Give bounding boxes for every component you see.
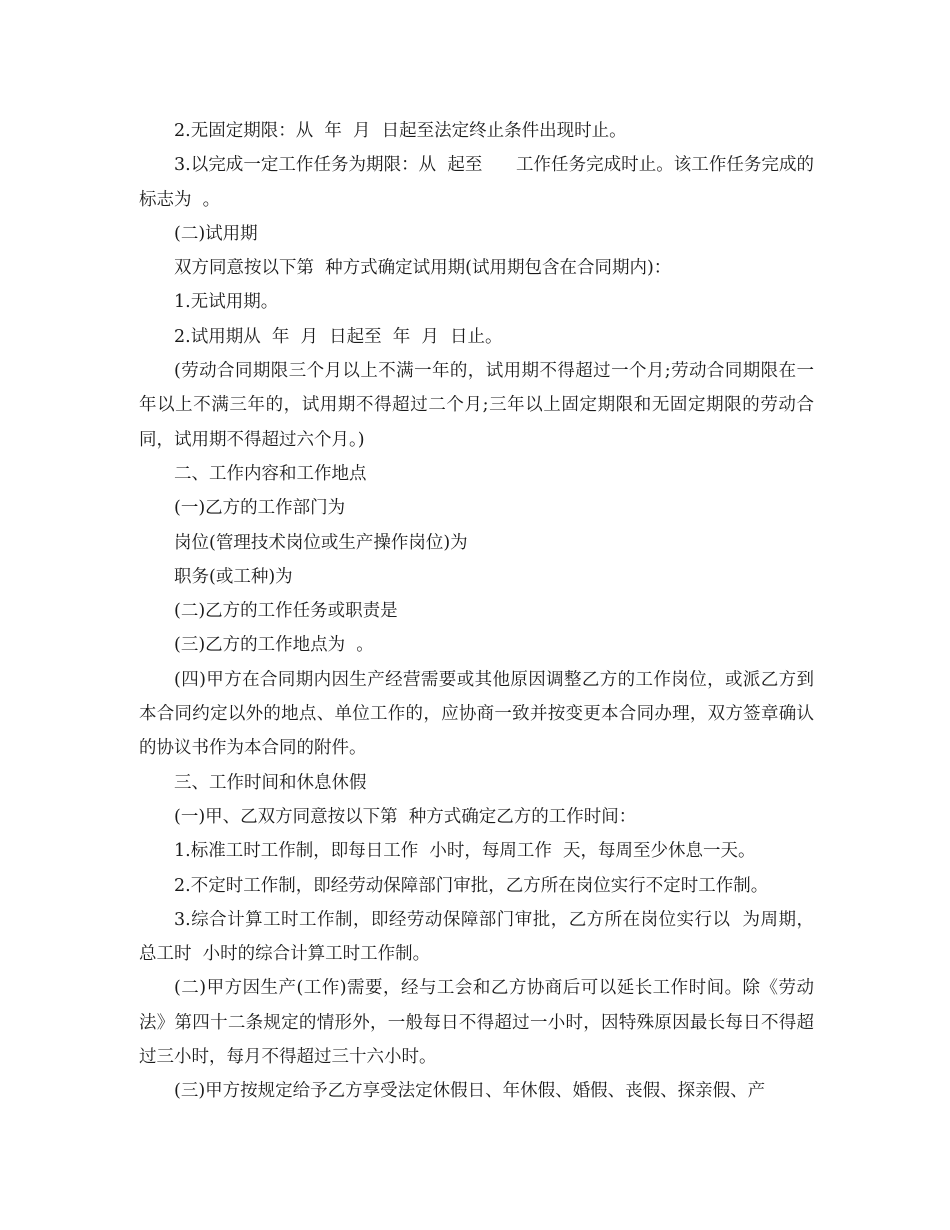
paragraph-department: (一)乙方的工作部门为: [174, 498, 346, 519]
paragraph-holidays: (三)甲方按规定给予乙方享受法定休假日、年休假、婚假、丧假、探亲假、产: [174, 1081, 766, 1102]
paragraph-hours-choice: (一)甲、乙双方同意按以下第 种方式确定乙方的工作时间：: [174, 806, 637, 827]
document-body: [139, 114, 814, 1109]
paragraph-standard-hours: 1.标准工时工作制，即每日工作 小时，每周工作 天，每周至少休息一天。: [174, 841, 756, 862]
paragraph-no-probation: 1.无试用期。: [174, 292, 279, 313]
paragraph-term-task: 3.以完成一定工作任务为期限：从 起至 工作任务完成时止。该工作任务完成的标志为 。: [139, 155, 814, 210]
paragraph-comprehensive-hours: 3.综合计算工时工作制，即经劳动保障部门审批，乙方所在岗位实行以 为周期，总工时 小时的综合计算工时工作制。: [139, 909, 814, 965]
paragraph-work-location: (三)乙方的工作地点为 。: [174, 635, 374, 656]
paragraph-term-no-fixed: 2.无固定期限：从 年 月 日起至法定终止条件出现时止。: [174, 121, 627, 141]
section-heading-work-content: 二、工作内容和工作地点: [174, 463, 367, 484]
section-heading-work-hours: 三、工作时间和休息休假: [174, 772, 367, 793]
paragraph-job-title: 职务(或工种)为: [174, 566, 293, 587]
paragraph-position: 岗位(管理技术岗位或生产操作岗位)为: [174, 532, 468, 553]
paragraph-duties: (二)乙方的工作任务或职责是: [174, 601, 398, 622]
section-heading-probation: (二)试用期: [174, 223, 258, 244]
paragraph-overtime: (二)甲方因生产(工作)需要，经与工会和乙方协商后可以延长工作时间。除《劳动法》第四十二条规定的情形外，一般每日不得超过一小时，因特殊原因最长每日不得超过三小时，每月不得超过三十六小时。: [139, 978, 814, 1068]
paragraph-flexible-hours: 2.不定时工作制，即经劳动保障部门审批，乙方所在岗位实行不定时工作制。: [174, 875, 769, 896]
paragraph-position-change: (四)甲方在合同期内因生产经营需要或其他原因调整乙方的工作岗位，或派乙方到本合同约定以外的地点、单位工作的，应协商一致并按变更本合同办理，双方签章确认的协议书作为本合同的附件。: [139, 669, 814, 759]
paragraph-probation-period: 2.试用期从 年 月 日起至 年 月 日止。: [174, 326, 503, 347]
paragraph-probation-choice: 双方同意按以下第 种方式确定试用期(试用期包含在合同期内)：: [174, 258, 672, 279]
paragraph-probation-note: (劳动合同期限三个月以上不满一年的，试用期不得超过一个月;劳动合同期限在一年以上不满三年的，试用期不得超过二个月;三年以上固定期限和无固定期限的劳动合同，试用期不得超过六个月。): [139, 361, 814, 450]
